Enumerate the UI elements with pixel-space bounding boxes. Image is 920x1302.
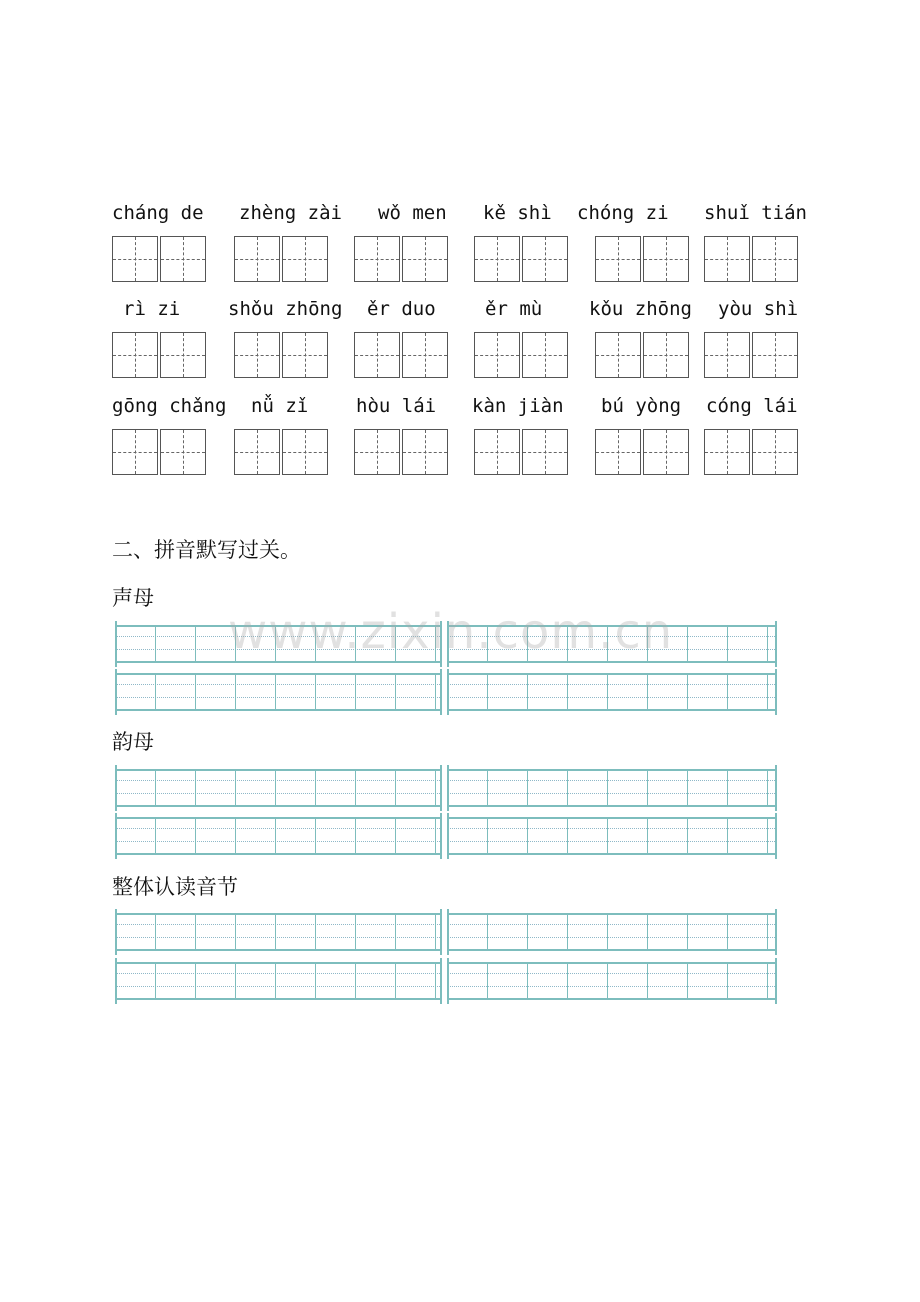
grid-cell-divider	[527, 913, 528, 951]
grid-cell-divider	[195, 769, 196, 807]
tianzige-box[interactable]	[112, 429, 158, 475]
grid-cell-divider	[687, 962, 688, 1000]
character-box-pair	[112, 332, 208, 378]
tianzige-box[interactable]	[643, 236, 689, 282]
box-guide-horizontal	[403, 355, 447, 356]
pinyin-word: kàn jiàn	[472, 395, 564, 417]
pinyin-word: bú yòng	[601, 395, 682, 417]
grid-cell-divider	[607, 817, 608, 855]
grid-cell-divider	[275, 769, 276, 807]
box-guide-horizontal	[235, 452, 279, 453]
pinyin-word: nǚ zǐ	[251, 395, 309, 417]
tianzige-box[interactable]	[595, 236, 641, 282]
grid-line	[115, 793, 442, 794]
grid-cell-divider	[487, 769, 488, 807]
tianzige-box[interactable]	[522, 429, 568, 475]
grid-edge	[447, 958, 449, 1004]
grid-cell-divider	[355, 673, 356, 711]
grid-edge	[775, 958, 777, 1004]
box-guide-horizontal	[596, 355, 640, 356]
character-box-pair	[234, 236, 330, 282]
grid-edge	[775, 621, 777, 667]
pinyin-writing-grid[interactable]	[447, 913, 777, 951]
tianzige-box[interactable]	[234, 236, 280, 282]
grid-cell-divider	[687, 673, 688, 711]
grid-cell-divider	[235, 913, 236, 951]
grid-cell-divider	[155, 913, 156, 951]
box-guide-horizontal	[355, 355, 399, 356]
grid-edge	[440, 621, 442, 667]
character-box-pair	[234, 332, 330, 378]
grid-line	[115, 986, 442, 987]
grid-line	[115, 769, 442, 771]
grid-cell-divider	[355, 913, 356, 951]
grid-cell-divider	[395, 673, 396, 711]
tianzige-box[interactable]	[234, 429, 280, 475]
grid-line	[115, 649, 442, 650]
grid-cell-divider	[315, 769, 316, 807]
grid-cell-divider	[435, 962, 436, 1000]
grid-edge	[447, 813, 449, 859]
grid-cell-divider	[687, 913, 688, 951]
grid-edge	[115, 909, 117, 955]
grid-cell-divider	[527, 673, 528, 711]
pinyin-writing-grid[interactable]	[447, 769, 777, 807]
tianzige-box[interactable]	[704, 236, 750, 282]
grid-cell-divider	[355, 769, 356, 807]
grid-line	[115, 673, 442, 675]
grid-cell-divider	[767, 673, 768, 711]
box-guide-horizontal	[113, 452, 157, 453]
pinyin-word: cháng de	[112, 202, 204, 224]
grid-line	[115, 998, 442, 1000]
grid-cell-divider	[487, 913, 488, 951]
grid-cell-divider	[527, 769, 528, 807]
tianzige-box[interactable]	[522, 236, 568, 282]
grid-line	[115, 853, 442, 855]
tianzige-box[interactable]	[282, 236, 328, 282]
pinyin-word: ěr mù	[485, 298, 543, 320]
subsection-title: 韵母	[112, 730, 154, 754]
character-box-pair	[595, 429, 691, 475]
grid-cell-divider	[275, 817, 276, 855]
pinyin-word: rì zi	[123, 298, 181, 320]
pinyin-word: cóng lái	[706, 395, 798, 417]
grid-cell-divider	[647, 817, 648, 855]
grid-cell-divider	[315, 962, 316, 1000]
pinyin-writing-grid[interactable]	[447, 817, 777, 855]
grid-cell-divider	[435, 673, 436, 711]
grid-cell-divider	[647, 625, 648, 663]
character-box-pair	[474, 236, 570, 282]
pinyin-word: chóng zi	[577, 202, 669, 224]
tianzige-box[interactable]	[752, 236, 798, 282]
tianzige-box[interactable]	[282, 332, 328, 378]
grid-cell-divider	[607, 913, 608, 951]
character-box-pair	[595, 236, 691, 282]
grid-line	[115, 973, 442, 974]
tianzige-box[interactable]	[595, 429, 641, 475]
grid-cell-divider	[567, 913, 568, 951]
box-guide-horizontal	[235, 259, 279, 260]
box-guide-horizontal	[475, 259, 519, 260]
pinyin-writing-grid[interactable]	[447, 625, 777, 663]
grid-cell-divider	[275, 673, 276, 711]
grid-edge	[775, 813, 777, 859]
grid-cell-divider	[727, 625, 728, 663]
grid-cell-divider	[527, 962, 528, 1000]
grid-edge	[775, 909, 777, 955]
grid-cell-divider	[315, 817, 316, 855]
box-guide-horizontal	[235, 355, 279, 356]
grid-edge	[115, 669, 117, 715]
character-box-pair	[354, 429, 450, 475]
grid-cell-divider	[395, 769, 396, 807]
character-box-pair	[595, 332, 691, 378]
grid-line	[115, 636, 442, 637]
grid-cell-divider	[395, 962, 396, 1000]
grid-cell-divider	[315, 673, 316, 711]
grid-cell-divider	[315, 913, 316, 951]
character-box-pair	[112, 429, 208, 475]
grid-cell-divider	[155, 962, 156, 1000]
writing-box-row	[0, 332, 920, 378]
pinyin-word: hòu lái	[356, 395, 437, 417]
character-box-pair	[474, 332, 570, 378]
grid-cell-divider	[767, 913, 768, 951]
pinyin-word: gōng chǎng	[112, 395, 227, 417]
grid-edge	[115, 621, 117, 667]
grid-cell-divider	[687, 769, 688, 807]
writing-box-row	[0, 236, 920, 282]
box-guide-horizontal	[283, 452, 327, 453]
grid-cell-divider	[767, 625, 768, 663]
grid-cell-divider	[567, 625, 568, 663]
grid-cell-divider	[235, 625, 236, 663]
grid-cell-divider	[435, 913, 436, 951]
box-guide-horizontal	[753, 259, 797, 260]
grid-cell-divider	[567, 673, 568, 711]
grid-cell-divider	[155, 817, 156, 855]
tianzige-box[interactable]	[522, 332, 568, 378]
grid-edge	[440, 813, 442, 859]
pinyin-writing-grid[interactable]	[115, 769, 442, 807]
grid-cell-divider	[235, 673, 236, 711]
pinyin-word: ěr duo	[367, 298, 436, 320]
grid-cell-divider	[355, 962, 356, 1000]
grid-edge	[447, 669, 449, 715]
grid-cell-divider	[607, 673, 608, 711]
grid-cell-divider	[567, 817, 568, 855]
grid-cell-divider	[195, 913, 196, 951]
pinyin-word: kǒu zhōng	[589, 298, 692, 320]
grid-cell-divider	[527, 625, 528, 663]
grid-cell-divider	[155, 673, 156, 711]
grid-line	[115, 684, 442, 685]
grid-line	[115, 625, 442, 627]
pinyin-word: kě shì	[483, 202, 552, 224]
pinyin-word: zhèng zài	[239, 202, 342, 224]
box-guide-horizontal	[355, 259, 399, 260]
pinyin-writing-grid[interactable]	[115, 817, 442, 855]
grid-cell-divider	[647, 673, 648, 711]
box-guide-horizontal	[355, 452, 399, 453]
box-guide-horizontal	[113, 355, 157, 356]
grid-cell-divider	[567, 962, 568, 1000]
box-guide-horizontal	[705, 452, 749, 453]
box-guide-horizontal	[161, 452, 205, 453]
grid-edge	[440, 765, 442, 811]
grid-edge	[447, 765, 449, 811]
grid-cell-divider	[235, 769, 236, 807]
grid-edge	[440, 909, 442, 955]
tianzige-box[interactable]	[704, 332, 750, 378]
grid-cell-divider	[155, 625, 156, 663]
pinyin-word: shǒu zhōng	[228, 298, 343, 320]
tianzige-box[interactable]	[643, 332, 689, 378]
grid-edge	[447, 909, 449, 955]
grid-cell-divider	[195, 817, 196, 855]
grid-line	[115, 805, 442, 807]
subsection-title: 整体认读音节	[112, 875, 238, 899]
box-guide-horizontal	[283, 259, 327, 260]
grid-cell-divider	[727, 913, 728, 951]
grid-line	[115, 913, 442, 915]
grid-line	[115, 949, 442, 951]
pinyin-row	[0, 294, 920, 324]
grid-cell-divider	[155, 769, 156, 807]
grid-cell-divider	[727, 817, 728, 855]
grid-cell-divider	[607, 625, 608, 663]
grid-cell-divider	[275, 913, 276, 951]
character-box-pair	[354, 236, 450, 282]
grid-cell-divider	[687, 817, 688, 855]
grid-cell-divider	[395, 817, 396, 855]
tianzige-box[interactable]	[704, 429, 750, 475]
pinyin-writing-grid[interactable]	[115, 625, 442, 663]
pinyin-word: wǒ men	[378, 202, 447, 224]
box-guide-horizontal	[644, 259, 688, 260]
tianzige-box[interactable]	[752, 332, 798, 378]
subsection-title: 声母	[112, 586, 154, 610]
grid-cell-divider	[767, 769, 768, 807]
pinyin-row	[0, 198, 920, 228]
tianzige-box[interactable]	[474, 332, 520, 378]
grid-cell-divider	[195, 673, 196, 711]
grid-cell-divider	[727, 769, 728, 807]
grid-line	[115, 841, 442, 842]
tianzige-box[interactable]	[402, 236, 448, 282]
grid-edge	[115, 765, 117, 811]
grid-line	[115, 817, 442, 819]
tianzige-box[interactable]	[354, 429, 400, 475]
grid-cell-divider	[355, 817, 356, 855]
box-guide-horizontal	[523, 259, 567, 260]
grid-cell-divider	[315, 625, 316, 663]
grid-cell-divider	[195, 625, 196, 663]
tianzige-box[interactable]	[112, 332, 158, 378]
box-guide-horizontal	[475, 355, 519, 356]
grid-edge	[447, 621, 449, 667]
tianzige-box[interactable]	[643, 429, 689, 475]
grid-line	[115, 962, 442, 964]
character-box-pair	[704, 429, 800, 475]
grid-cell-divider	[767, 962, 768, 1000]
character-box-pair	[704, 236, 800, 282]
grid-cell-divider	[647, 962, 648, 1000]
grid-cell-divider	[235, 817, 236, 855]
grid-cell-divider	[395, 913, 396, 951]
grid-cell-divider	[435, 625, 436, 663]
tianzige-box[interactable]	[354, 332, 400, 378]
grid-line	[115, 937, 442, 938]
box-guide-horizontal	[403, 452, 447, 453]
grid-cell-divider	[607, 769, 608, 807]
box-guide-horizontal	[596, 452, 640, 453]
box-guide-horizontal	[283, 355, 327, 356]
box-guide-horizontal	[753, 452, 797, 453]
grid-line	[115, 780, 442, 781]
character-box-pair	[354, 332, 450, 378]
section-title: 二、拼音默写过关。	[112, 538, 301, 562]
tianzige-box[interactable]	[595, 332, 641, 378]
pinyin-writing-grid[interactable]	[115, 673, 442, 711]
tianzige-box[interactable]	[160, 236, 206, 282]
tianzige-box[interactable]	[160, 429, 206, 475]
box-guide-horizontal	[753, 355, 797, 356]
pinyin-writing-grid[interactable]	[115, 913, 442, 951]
box-guide-horizontal	[475, 452, 519, 453]
grid-cell-divider	[727, 962, 728, 1000]
grid-edge	[775, 765, 777, 811]
grid-edge	[775, 669, 777, 715]
grid-cell-divider	[647, 769, 648, 807]
grid-cell-divider	[647, 913, 648, 951]
pinyin-word: shuǐ tián	[704, 202, 807, 224]
pinyin-writing-grid[interactable]	[447, 673, 777, 711]
box-guide-horizontal	[705, 259, 749, 260]
tianzige-box[interactable]	[474, 236, 520, 282]
writing-box-row	[0, 429, 920, 475]
box-guide-horizontal	[523, 452, 567, 453]
grid-cell-divider	[487, 962, 488, 1000]
grid-cell-divider	[275, 625, 276, 663]
grid-edge	[115, 958, 117, 1004]
box-guide-horizontal	[161, 259, 205, 260]
grid-cell-divider	[567, 769, 568, 807]
box-guide-horizontal	[596, 259, 640, 260]
grid-cell-divider	[607, 962, 608, 1000]
grid-edge	[115, 813, 117, 859]
grid-cell-divider	[235, 962, 236, 1000]
grid-cell-divider	[435, 817, 436, 855]
grid-line	[115, 828, 442, 829]
grid-line	[115, 697, 442, 698]
pinyin-writing-grid[interactable]	[447, 962, 777, 1000]
grid-edge	[440, 958, 442, 1004]
tianzige-box[interactable]	[354, 236, 400, 282]
pinyin-writing-grid[interactable]	[115, 962, 442, 1000]
character-box-pair	[704, 332, 800, 378]
grid-cell-divider	[355, 625, 356, 663]
grid-line	[115, 709, 442, 711]
character-box-pair	[234, 429, 330, 475]
watermark: www.zixin.com.cn	[228, 604, 674, 660]
box-guide-horizontal	[644, 452, 688, 453]
tianzige-box[interactable]	[402, 332, 448, 378]
grid-cell-divider	[767, 817, 768, 855]
box-guide-horizontal	[161, 355, 205, 356]
pinyin-word: yòu shì	[718, 298, 799, 320]
grid-cell-divider	[487, 817, 488, 855]
grid-cell-divider	[435, 769, 436, 807]
character-box-pair	[112, 236, 208, 282]
grid-cell-divider	[527, 817, 528, 855]
tianzige-box[interactable]	[112, 236, 158, 282]
tianzige-box[interactable]	[282, 429, 328, 475]
grid-cell-divider	[487, 625, 488, 663]
box-guide-horizontal	[113, 259, 157, 260]
pinyin-row	[0, 391, 920, 421]
tianzige-box[interactable]	[160, 332, 206, 378]
box-guide-horizontal	[523, 355, 567, 356]
grid-cell-divider	[487, 673, 488, 711]
tianzige-box[interactable]	[234, 332, 280, 378]
tianzige-box[interactable]	[402, 429, 448, 475]
tianzige-box[interactable]	[474, 429, 520, 475]
grid-line	[115, 661, 442, 663]
grid-cell-divider	[275, 962, 276, 1000]
grid-cell-divider	[195, 962, 196, 1000]
grid-cell-divider	[687, 625, 688, 663]
character-box-pair	[474, 429, 570, 475]
box-guide-horizontal	[705, 355, 749, 356]
grid-line	[115, 924, 442, 925]
tianzige-box[interactable]	[752, 429, 798, 475]
grid-edge	[440, 669, 442, 715]
box-guide-horizontal	[403, 259, 447, 260]
grid-cell-divider	[395, 625, 396, 663]
grid-cell-divider	[727, 673, 728, 711]
box-guide-horizontal	[644, 355, 688, 356]
